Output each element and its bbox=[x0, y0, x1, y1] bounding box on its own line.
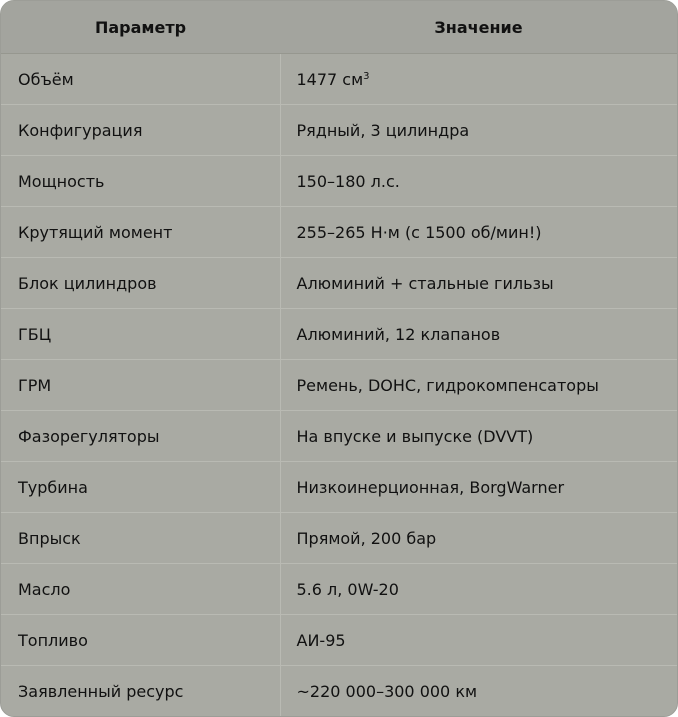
row-param: Крутящий момент bbox=[1, 207, 280, 258]
row-param: Впрыск bbox=[1, 513, 280, 564]
row-value-text: 1477 см bbox=[296, 69, 364, 89]
row-value: 5.6 л, 0W-20 bbox=[280, 564, 677, 615]
row-param: Масло bbox=[1, 564, 280, 615]
table-row bbox=[1, 258, 677, 309]
header-param: Параметр bbox=[1, 1, 280, 54]
row-param: Заявленный ресурс bbox=[1, 666, 280, 717]
table-body bbox=[1, 54, 677, 717]
row-param: ГРМ bbox=[1, 360, 280, 411]
table-row bbox=[1, 105, 677, 156]
table-row bbox=[1, 564, 677, 615]
row-value: ~220 000–300 000 км bbox=[280, 666, 677, 717]
row-param: Фазорегуляторы bbox=[1, 411, 280, 462]
table-row bbox=[1, 207, 677, 258]
row-value: 150–180 л.с. bbox=[280, 156, 677, 207]
row-value bbox=[280, 54, 677, 105]
table-row bbox=[1, 360, 677, 411]
row-param: Конфигурация bbox=[1, 105, 280, 156]
row-value: Рядный, 3 цилиндра bbox=[280, 105, 677, 156]
row-value: Ремень, DOHC, гидрокомпенсаторы bbox=[280, 360, 677, 411]
row-value: На впуске и выпуске (DVVT) bbox=[280, 411, 677, 462]
superscript-3: 3 bbox=[363, 70, 370, 82]
table-row bbox=[1, 513, 677, 564]
table-row bbox=[1, 411, 677, 462]
row-value: АИ-95 bbox=[280, 615, 677, 666]
row-value: Прямой, 200 бар bbox=[280, 513, 677, 564]
row-value: 255–265 Н·м (с 1500 об/мин!) bbox=[280, 207, 677, 258]
table-row bbox=[1, 54, 677, 105]
row-param: Блок цилиндров bbox=[1, 258, 280, 309]
table-row bbox=[1, 666, 677, 717]
row-value: Алюминий + стальные гильзы bbox=[280, 258, 677, 309]
row-param: Мощность bbox=[1, 156, 280, 207]
row-param: Турбина bbox=[1, 462, 280, 513]
row-value: Низкоинерционная, BorgWarner bbox=[280, 462, 677, 513]
row-param: ГБЦ bbox=[1, 309, 280, 360]
row-param: Топливо bbox=[1, 615, 280, 666]
table-row bbox=[1, 156, 677, 207]
table-row bbox=[1, 615, 677, 666]
table-row bbox=[1, 462, 677, 513]
row-value: Алюминий, 12 клапанов bbox=[280, 309, 677, 360]
header-row bbox=[1, 1, 677, 54]
spec-table bbox=[1, 1, 677, 716]
header-value: Значение bbox=[280, 1, 677, 54]
table-row bbox=[1, 309, 677, 360]
table-header bbox=[1, 1, 677, 54]
row-param: Объём bbox=[18, 69, 74, 89]
